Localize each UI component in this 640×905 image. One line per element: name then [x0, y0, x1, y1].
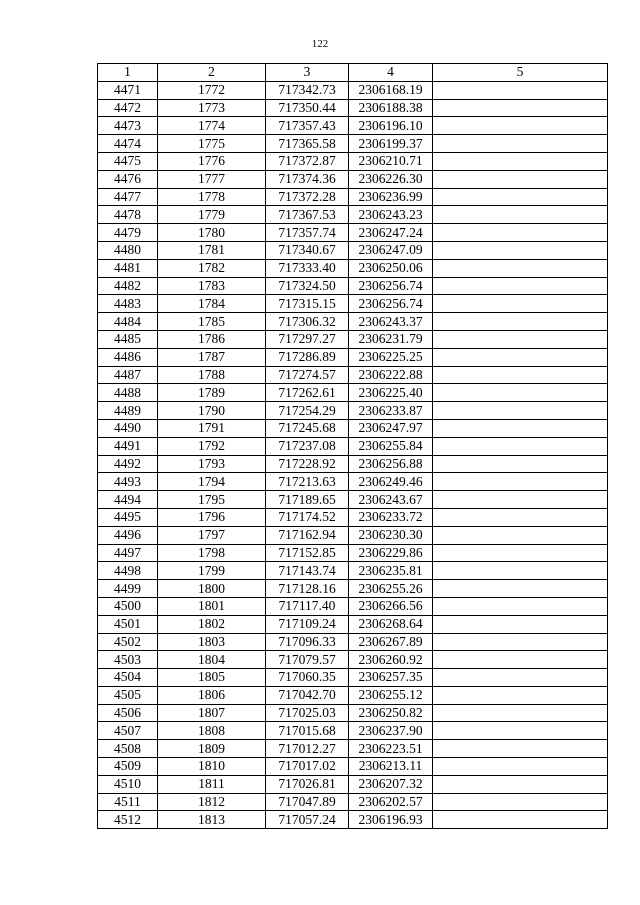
- table-cell: [433, 330, 608, 348]
- table-row: [98, 313, 608, 331]
- table-cell: 2306233.87: [349, 402, 433, 420]
- table-cell: 2306243.67: [349, 491, 433, 509]
- column-header: 3: [266, 64, 349, 82]
- table-cell: [433, 544, 608, 562]
- table-cell: [433, 526, 608, 544]
- table-cell: 1779: [158, 206, 266, 224]
- table-cell: 4487: [98, 366, 158, 384]
- table-row: [98, 526, 608, 544]
- table-cell: 2306222.88: [349, 366, 433, 384]
- column-header: 2: [158, 64, 266, 82]
- table-cell: 2306225.25: [349, 348, 433, 366]
- table-header-row: [98, 64, 608, 82]
- table-row: [98, 170, 608, 188]
- table-cell: 2306226.30: [349, 170, 433, 188]
- page-number: 122: [311, 38, 329, 50]
- table-row: [98, 348, 608, 366]
- table-row: [98, 437, 608, 455]
- table-cell: 717143.74: [266, 562, 349, 580]
- table-cell: 717357.74: [266, 224, 349, 242]
- table-cell: 2306168.19: [349, 81, 433, 99]
- table-cell: 4499: [98, 580, 158, 598]
- table-cell: 2306267.89: [349, 633, 433, 651]
- table-cell: 717357.43: [266, 117, 349, 135]
- table-cell: 1778: [158, 188, 266, 206]
- table-cell: 4488: [98, 384, 158, 402]
- table-cell: 4507: [98, 722, 158, 740]
- table-cell: 717189.65: [266, 491, 349, 509]
- table-cell: 4493: [98, 473, 158, 491]
- table-cell: 1785: [158, 313, 266, 331]
- table-cell: [433, 366, 608, 384]
- table-cell: 2306188.38: [349, 99, 433, 117]
- table-cell: [433, 241, 608, 259]
- table-cell: 2306236.99: [349, 188, 433, 206]
- table-cell: 1795: [158, 491, 266, 509]
- table-cell: 2306256.74: [349, 277, 433, 295]
- table-row: [98, 384, 608, 402]
- table-cell: 717012.27: [266, 740, 349, 758]
- table-row: [98, 419, 608, 437]
- table-cell: 2306229.86: [349, 544, 433, 562]
- table-cell: 2306231.79: [349, 330, 433, 348]
- table-row: [98, 206, 608, 224]
- table-cell: 2306266.56: [349, 597, 433, 615]
- table-cell: 2306213.11: [349, 758, 433, 776]
- table-cell: 1811: [158, 775, 266, 793]
- table-cell: 717213.63: [266, 473, 349, 491]
- table-cell: 1810: [158, 758, 266, 776]
- table-cell: 717374.36: [266, 170, 349, 188]
- table-row: [98, 580, 608, 598]
- table-cell: 2306255.26: [349, 580, 433, 598]
- table-cell: [433, 135, 608, 153]
- table-cell: [433, 455, 608, 473]
- table-cell: 2306268.64: [349, 615, 433, 633]
- table-cell: [433, 722, 608, 740]
- table-cell: 717057.24: [266, 811, 349, 829]
- table-row: [98, 704, 608, 722]
- table-cell: 717152.85: [266, 544, 349, 562]
- table-cell: 1791: [158, 419, 266, 437]
- table-cell: [433, 580, 608, 598]
- table-cell: [433, 384, 608, 402]
- table-cell: 717365.58: [266, 135, 349, 153]
- table-cell: 1784: [158, 295, 266, 313]
- table-cell: 1812: [158, 793, 266, 811]
- table-cell: 1808: [158, 722, 266, 740]
- table-cell: 717262.61: [266, 384, 349, 402]
- table-cell: 4478: [98, 206, 158, 224]
- table-cell: [433, 758, 608, 776]
- table-cell: [433, 419, 608, 437]
- table-cell: 2306257.35: [349, 669, 433, 687]
- table-cell: 4472: [98, 99, 158, 117]
- table-cell: 1805: [158, 669, 266, 687]
- table-cell: 717237.08: [266, 437, 349, 455]
- table-cell: 2306196.10: [349, 117, 433, 135]
- table-cell: 717297.27: [266, 330, 349, 348]
- table-cell: 1776: [158, 152, 266, 170]
- table-row: [98, 152, 608, 170]
- table-cell: [433, 277, 608, 295]
- table-cell: 2306247.97: [349, 419, 433, 437]
- table-cell: [433, 473, 608, 491]
- table-row: [98, 241, 608, 259]
- column-header: 4: [349, 64, 433, 82]
- table-cell: 1813: [158, 811, 266, 829]
- table-cell: 1786: [158, 330, 266, 348]
- table-cell: [433, 562, 608, 580]
- table-row: [98, 117, 608, 135]
- table-cell: 4481: [98, 259, 158, 277]
- table-cell: 4475: [98, 152, 158, 170]
- table-row: [98, 366, 608, 384]
- table-cell: 2306233.72: [349, 508, 433, 526]
- table-cell: 1802: [158, 615, 266, 633]
- table-cell: 4500: [98, 597, 158, 615]
- table-cell: [433, 170, 608, 188]
- table-cell: [433, 508, 608, 526]
- table-cell: 717042.70: [266, 686, 349, 704]
- table-row: [98, 686, 608, 704]
- table-cell: 1800: [158, 580, 266, 598]
- table-row: [98, 758, 608, 776]
- column-header: 5: [433, 64, 608, 82]
- table-cell: 717372.28: [266, 188, 349, 206]
- table-cell: [433, 437, 608, 455]
- table-cell: [433, 811, 608, 829]
- table-cell: 4509: [98, 758, 158, 776]
- table-cell: 1809: [158, 740, 266, 758]
- table-cell: 2306225.40: [349, 384, 433, 402]
- table-cell: 4471: [98, 81, 158, 99]
- table-cell: [433, 615, 608, 633]
- table-cell: 717060.35: [266, 669, 349, 687]
- table-cell: 2306260.92: [349, 651, 433, 669]
- table-row: [98, 633, 608, 651]
- table-cell: 717340.67: [266, 241, 349, 259]
- table-cell: [433, 99, 608, 117]
- table-cell: 717274.57: [266, 366, 349, 384]
- table-cell: 4512: [98, 811, 158, 829]
- table-cell: 4473: [98, 117, 158, 135]
- table-cell: [433, 348, 608, 366]
- table-cell: [433, 775, 608, 793]
- table-cell: [433, 117, 608, 135]
- table-cell: 717228.92: [266, 455, 349, 473]
- table-cell: 1792: [158, 437, 266, 455]
- table-row: [98, 615, 608, 633]
- table-cell: 1801: [158, 597, 266, 615]
- table-cell: 717315.15: [266, 295, 349, 313]
- table-cell: 2306210.71: [349, 152, 433, 170]
- table-cell: [433, 188, 608, 206]
- table-cell: 4482: [98, 277, 158, 295]
- table-cell: 4483: [98, 295, 158, 313]
- table-cell: 1790: [158, 402, 266, 420]
- table-cell: 2306247.24: [349, 224, 433, 242]
- table-cell: 1794: [158, 473, 266, 491]
- table-cell: [433, 491, 608, 509]
- table-cell: [433, 704, 608, 722]
- table-cell: [433, 313, 608, 331]
- table-cell: 4486: [98, 348, 158, 366]
- table-cell: [433, 669, 608, 687]
- table-cell: 4474: [98, 135, 158, 153]
- column-header: 1: [98, 64, 158, 82]
- table-cell: 1774: [158, 117, 266, 135]
- table-cell: 717026.81: [266, 775, 349, 793]
- table-cell: 2306235.81: [349, 562, 433, 580]
- table-row: [98, 793, 608, 811]
- table-cell: 4476: [98, 170, 158, 188]
- table-cell: [433, 295, 608, 313]
- table-cell: [433, 651, 608, 669]
- table-cell: 717367.53: [266, 206, 349, 224]
- table-cell: 2306250.82: [349, 704, 433, 722]
- table-cell: 717025.03: [266, 704, 349, 722]
- table-cell: 1806: [158, 686, 266, 704]
- table-row: [98, 508, 608, 526]
- table-cell: 4496: [98, 526, 158, 544]
- table-cell: 1807: [158, 704, 266, 722]
- table-cell: 2306202.57: [349, 793, 433, 811]
- table-row: [98, 455, 608, 473]
- table-row: [98, 277, 608, 295]
- table-row: [98, 722, 608, 740]
- table-body: [98, 81, 608, 828]
- table-cell: 2306256.74: [349, 295, 433, 313]
- table-cell: 4480: [98, 241, 158, 259]
- coordinates-table: [97, 63, 608, 829]
- table-cell: 4489: [98, 402, 158, 420]
- table-row: [98, 562, 608, 580]
- table-row: [98, 135, 608, 153]
- table-cell: 4503: [98, 651, 158, 669]
- table-cell: 4501: [98, 615, 158, 633]
- table-cell: 1781: [158, 241, 266, 259]
- table-cell: 4477: [98, 188, 158, 206]
- table-cell: 1789: [158, 384, 266, 402]
- table-row: [98, 651, 608, 669]
- table-cell: 717342.73: [266, 81, 349, 99]
- table-cell: 717350.44: [266, 99, 349, 117]
- table-cell: 1787: [158, 348, 266, 366]
- table-cell: 4504: [98, 669, 158, 687]
- table-cell: 717174.52: [266, 508, 349, 526]
- table-row: [98, 330, 608, 348]
- table-cell: [433, 259, 608, 277]
- table-cell: 2306243.37: [349, 313, 433, 331]
- table-cell: 4511: [98, 793, 158, 811]
- table-row: [98, 473, 608, 491]
- table-row: [98, 544, 608, 562]
- table-cell: 1798: [158, 544, 266, 562]
- table-cell: 717286.89: [266, 348, 349, 366]
- table-cell: 717079.57: [266, 651, 349, 669]
- table-cell: 1803: [158, 633, 266, 651]
- table-cell: 717017.02: [266, 758, 349, 776]
- table-cell: 717306.32: [266, 313, 349, 331]
- table-cell: 4485: [98, 330, 158, 348]
- table-cell: 717245.68: [266, 419, 349, 437]
- table-cell: 2306230.30: [349, 526, 433, 544]
- table-cell: 4495: [98, 508, 158, 526]
- table-cell: 717109.24: [266, 615, 349, 633]
- table-cell: 2306255.12: [349, 686, 433, 704]
- table-cell: 2306199.37: [349, 135, 433, 153]
- table-cell: 2306196.93: [349, 811, 433, 829]
- table-row: [98, 811, 608, 829]
- table-cell: 1782: [158, 259, 266, 277]
- table-row: [98, 402, 608, 420]
- table-cell: 717254.29: [266, 402, 349, 420]
- table-cell: [433, 206, 608, 224]
- table-cell: 1799: [158, 562, 266, 580]
- table-cell: [433, 793, 608, 811]
- table-cell: 4498: [98, 562, 158, 580]
- table-cell: 1780: [158, 224, 266, 242]
- table-cell: 2306237.90: [349, 722, 433, 740]
- table-cell: 1773: [158, 99, 266, 117]
- table-cell: 2306250.06: [349, 259, 433, 277]
- table-row: [98, 224, 608, 242]
- table-cell: [433, 224, 608, 242]
- table-cell: 4479: [98, 224, 158, 242]
- table-cell: 717015.68: [266, 722, 349, 740]
- table-cell: [433, 402, 608, 420]
- table-cell: 2306256.88: [349, 455, 433, 473]
- table-cell: 1788: [158, 366, 266, 384]
- table-cell: 1783: [158, 277, 266, 295]
- table-cell: [433, 740, 608, 758]
- table-cell: [433, 81, 608, 99]
- table-cell: 717117.40: [266, 597, 349, 615]
- table-cell: 2306223.51: [349, 740, 433, 758]
- table-cell: 4492: [98, 455, 158, 473]
- table-row: [98, 740, 608, 758]
- table-cell: 4491: [98, 437, 158, 455]
- table-row: [98, 81, 608, 99]
- table-cell: 1772: [158, 81, 266, 99]
- table-cell: [433, 686, 608, 704]
- table-cell: 4490: [98, 419, 158, 437]
- table-cell: 4494: [98, 491, 158, 509]
- table-row: [98, 491, 608, 509]
- table-cell: 2306255.84: [349, 437, 433, 455]
- table-cell: 4502: [98, 633, 158, 651]
- table-cell: [433, 597, 608, 615]
- table-cell: 4505: [98, 686, 158, 704]
- table-cell: 4506: [98, 704, 158, 722]
- table-cell: 4508: [98, 740, 158, 758]
- table-cell: 717162.94: [266, 526, 349, 544]
- table-cell: 1804: [158, 651, 266, 669]
- table-cell: 2306247.09: [349, 241, 433, 259]
- table-cell: 4484: [98, 313, 158, 331]
- table-row: [98, 188, 608, 206]
- table-cell: [433, 152, 608, 170]
- table-cell: 1775: [158, 135, 266, 153]
- table-cell: 1793: [158, 455, 266, 473]
- table-cell: 717324.50: [266, 277, 349, 295]
- table-cell: 717372.87: [266, 152, 349, 170]
- table-cell: 717333.40: [266, 259, 349, 277]
- table-row: [98, 669, 608, 687]
- table-cell: 4497: [98, 544, 158, 562]
- table-cell: 717096.33: [266, 633, 349, 651]
- table-cell: 1796: [158, 508, 266, 526]
- table-cell: 1777: [158, 170, 266, 188]
- table-row: [98, 259, 608, 277]
- table-cell: 1797: [158, 526, 266, 544]
- table-cell: 2306243.23: [349, 206, 433, 224]
- table-cell: [433, 633, 608, 651]
- table-cell: 2306249.46: [349, 473, 433, 491]
- table-cell: 717128.16: [266, 580, 349, 598]
- table-row: [98, 775, 608, 793]
- table-row: [98, 295, 608, 313]
- table-cell: 2306207.32: [349, 775, 433, 793]
- table-cell: 4510: [98, 775, 158, 793]
- table-row: [98, 99, 608, 117]
- table-cell: 717047.89: [266, 793, 349, 811]
- table-row: [98, 597, 608, 615]
